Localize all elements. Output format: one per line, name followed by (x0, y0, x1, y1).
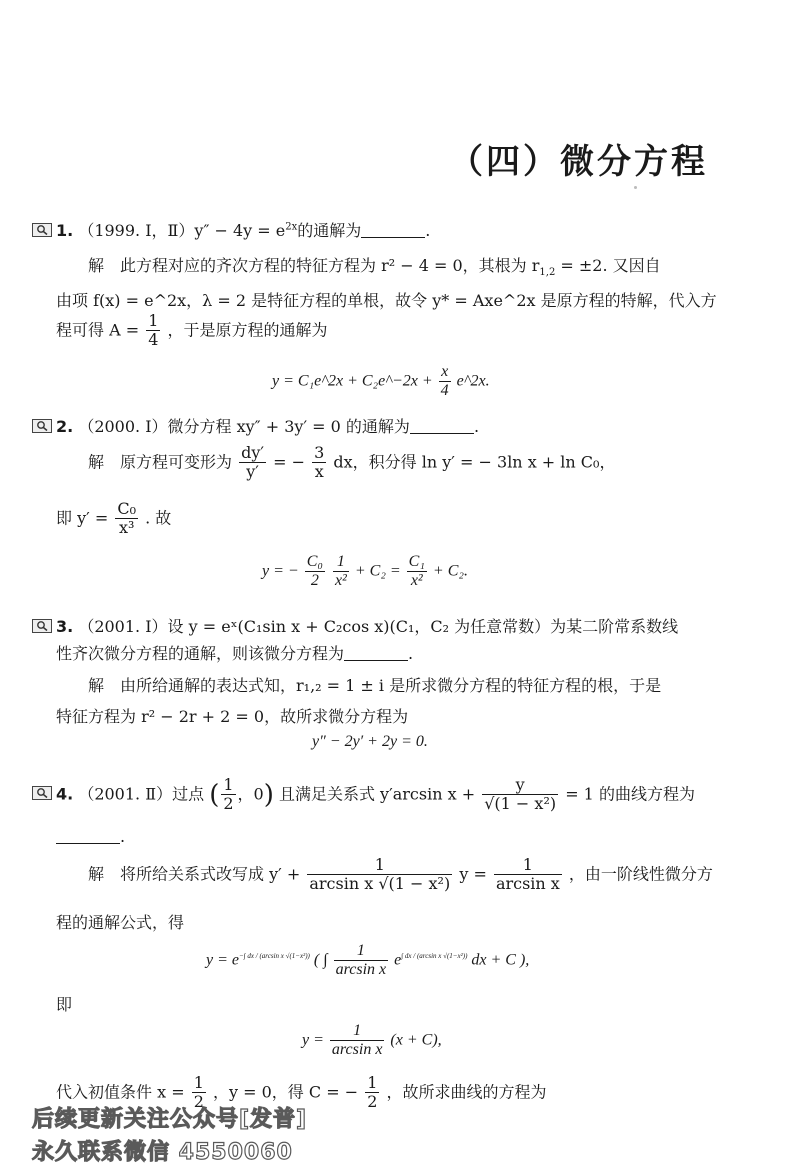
solution-text: 程可得 A = (56, 320, 140, 340)
end-mark: . (425, 221, 431, 240)
stem-text: 性齐次微分方程的通解，则该微分方程为 (56, 644, 345, 663)
problem-2-solution-line-1 (88, 444, 615, 482)
numerator: 1 (193, 1073, 204, 1092)
problem-4-solution-line-2: 程的通解公式，得 (56, 913, 185, 932)
problem-2-stem (32, 414, 479, 437)
numerator: 1 (307, 856, 452, 875)
stem-text-end: = 1 的曲线方程为 (565, 784, 695, 804)
numerator: 1 (148, 311, 159, 330)
end-mark: . (473, 417, 480, 436)
problem-3-stem-line-1 (32, 614, 678, 637)
denominator: 4 (148, 330, 159, 350)
denominator: x² (334, 572, 347, 590)
problem-number: 3. (56, 617, 74, 636)
fraction (312, 444, 326, 482)
denominator: x³ (118, 518, 135, 538)
fraction (305, 553, 325, 591)
fraction (482, 776, 558, 814)
fraction (334, 942, 389, 980)
problem-4-result (302, 1022, 442, 1060)
magnifier-note-icon (32, 786, 52, 800)
problem-number: 4. (56, 784, 74, 804)
result-text-end: + C₂. (432, 562, 468, 580)
watermark-line-2: 永久联系微信 4550060 (32, 1140, 293, 1165)
problem-4-general-formula (206, 942, 529, 980)
numerator: y (482, 776, 558, 795)
problem-3-result: y″ − 2y′ + 2y = 0. (312, 733, 428, 750)
formula-text-end: dx + C ), (471, 951, 530, 969)
denominator: 4 (440, 382, 449, 400)
denominator: arcsin x (331, 1041, 383, 1059)
solution-text: 即 y′ = (56, 508, 109, 528)
stem-exponent: 2x (285, 221, 298, 233)
denominator: 2 (223, 794, 234, 814)
problem-4-stem-line-1 (32, 776, 695, 814)
denominator: 2 (193, 1092, 204, 1112)
answer-blank (344, 646, 408, 661)
formula-exponent: −∫ dx / (arcsin x √(1−x²)) (239, 952, 310, 961)
problem-number: 2. (56, 417, 74, 436)
numerator: C₀ (117, 499, 137, 518)
numerator: x (439, 363, 451, 382)
last-text: 代入初值条件 x = (56, 1082, 185, 1102)
result-text-end: e^2x. (456, 372, 490, 390)
problem-3-solution-line-2: 特征方程为 r² − 2r + 2 = 0，故所求微分方程为 (56, 707, 409, 726)
magnifier-note-icon (32, 223, 52, 237)
numerator: 3 (314, 443, 325, 462)
fraction (365, 1074, 379, 1112)
denominator: √(1 − x²) (484, 794, 557, 814)
solution-text-end: . 故 (145, 508, 172, 528)
denominator: arcsin x √(1 − x²) (309, 874, 451, 894)
solution-text-end: dx，积分得 ln y′ = − 3ln x + ln C₀， (333, 452, 616, 472)
result-text-end: (x + C), (390, 1031, 442, 1049)
right-paren: ) (263, 779, 274, 810)
formula-text: y = e (206, 951, 239, 969)
numerator: 1 (367, 1073, 378, 1092)
fraction (333, 553, 349, 591)
scan-speck (634, 186, 637, 189)
result-text: y = − (262, 562, 299, 580)
problem-1-solution-line-3 (56, 312, 328, 350)
result-text: y = C₁e^2x + C₂e^−2x + (272, 372, 433, 390)
stem-text: （1999. Ⅰ，Ⅱ）y″ − 4y = e (78, 221, 286, 240)
answer-blank (361, 223, 425, 238)
fraction (221, 776, 235, 814)
solution-text-end: ，由一阶线性微分方 (568, 864, 713, 884)
numerator: 1 (223, 775, 234, 794)
denominator: arcsin x (335, 961, 387, 979)
solution-text-mid: y = (459, 864, 487, 884)
formula-e: e (394, 951, 402, 969)
last-text-end: ，故所求曲线的方程为 (386, 1082, 547, 1102)
end-mark: . (408, 644, 414, 663)
problem-1-solution-line-2: 由项 f(x) = e^2x，λ = 2 是特征方程的单根，故令 y* = Axe^2x 是原方程的特解，代入方 (56, 291, 717, 310)
numerator: C₁ (407, 553, 427, 572)
stem-text: （2000. Ⅰ）微分方程 xy″ + 3y′ = 0 的通解为 (78, 417, 410, 436)
left-paren: ( (209, 779, 220, 810)
result-text: y = (302, 1031, 324, 1049)
equals-sign: = − (273, 452, 306, 472)
stem-text-end: 的通解为 (297, 221, 362, 240)
magnifier-note-icon (32, 619, 52, 633)
problem-3-solution-line-1: 解 由所给通解的表达式知，r₁,₂ = 1 ± i 是所求微分方程的特征方程的根，于是 (88, 676, 662, 695)
fraction (330, 1022, 385, 1060)
solution-text-end: ，于是原方程的通解为 (167, 320, 328, 340)
answer-blank (56, 829, 120, 844)
problem-number: 1. (56, 221, 74, 240)
problem-1-result (272, 363, 490, 401)
denominator: arcsin x (495, 874, 560, 894)
fraction (307, 856, 452, 894)
numerator: C₀ (305, 553, 325, 572)
fraction (439, 363, 451, 401)
stem-text-mid: 且满足关系式 y′arcsin x + (278, 784, 476, 804)
fraction (494, 856, 562, 894)
denominator: 2 (367, 1092, 378, 1112)
problem-4-ji: 即 (56, 995, 73, 1014)
numerator: 1 (330, 1022, 385, 1041)
solution-text: 解 原方程可变形为 (88, 452, 233, 472)
formula-text-mid: ( ∫ (313, 951, 328, 969)
numerator: 1 (494, 856, 562, 875)
numerator: 1 (333, 553, 349, 572)
stem-text: （2001. Ⅰ）设 y = eˣ(C₁sin x + C₂cos x)(C₁，C₂ 为任意常数）为某二阶常系数线 (78, 617, 679, 636)
denominator: 2 (310, 572, 319, 590)
stem-text: （2001. Ⅱ）过点 (78, 784, 205, 804)
denominator: x (314, 462, 324, 482)
section-title: （四）微分方程 (449, 142, 708, 182)
watermark-line-1: 后续更新关注公众号[发普] (32, 1107, 308, 1132)
problem-2-result (262, 553, 468, 591)
problem-3-stem-line-2 (56, 641, 413, 664)
solution-subscript: 1,2 (539, 267, 556, 279)
magnifier-note-icon (32, 419, 52, 433)
numerator: dy′ (241, 443, 265, 462)
point-rest: ，0 (237, 784, 264, 804)
fraction (239, 444, 266, 482)
formula-exponent: ∫ dx / (arcsin x √(1−x²)) (401, 952, 468, 961)
problem-1-stem (32, 218, 430, 241)
problem-1-solution-line-1 (88, 253, 661, 278)
last-text-mid: ，y = 0，得 C = − (212, 1082, 359, 1102)
fraction (146, 312, 160, 350)
solution-text: 解 此方程对应的齐次方程的特征方程为 r² − 4 = 0，其根为 r (88, 256, 540, 275)
problem-4-solution-line-1 (88, 856, 713, 894)
denominator: x² (410, 572, 423, 590)
solution-text-end: = ±2. 又因自 (555, 256, 661, 275)
fraction (407, 553, 427, 591)
denominator: y′ (246, 462, 259, 482)
fraction (115, 500, 138, 538)
problem-4-stem-line-2 (56, 827, 125, 846)
numerator: 1 (334, 942, 389, 961)
result-text-mid: + C₂ = (354, 562, 401, 580)
end-mark: . (120, 827, 126, 846)
answer-blank (410, 419, 474, 434)
problem-2-solution-line-2 (56, 500, 171, 538)
solution-text: 解 将所给关系式改写成 y′ + (88, 864, 301, 884)
